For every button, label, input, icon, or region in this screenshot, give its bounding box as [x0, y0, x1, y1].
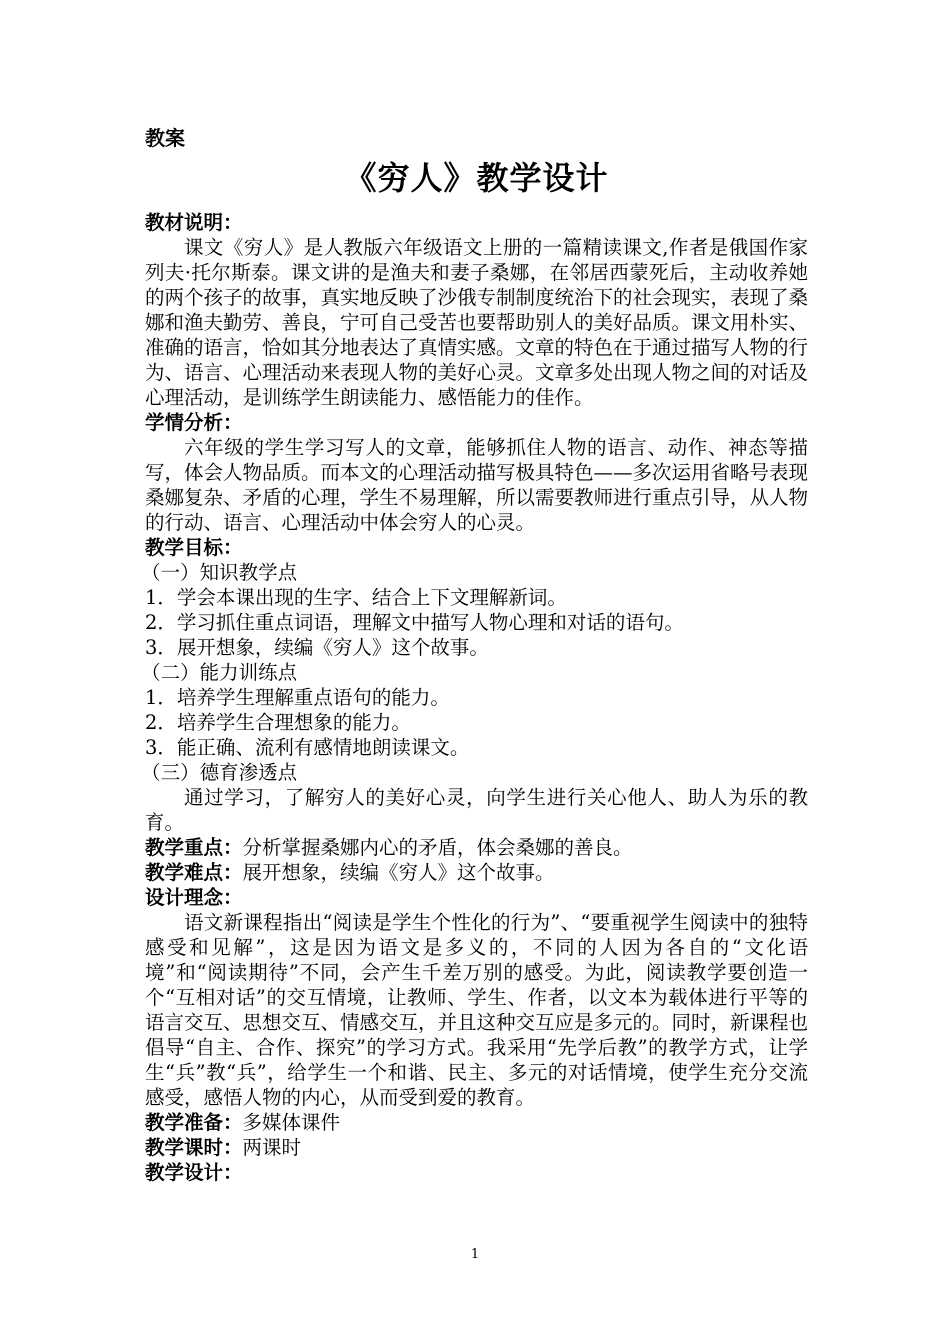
students-heading: 学情分析：	[145, 411, 243, 434]
knowledge-item: 2．学习抓住重点词语，理解文中描写人物心理和对话的语句。	[145, 611, 684, 634]
difficulty-heading: 教学难点：	[145, 861, 243, 884]
key-point-line	[145, 835, 808, 860]
ability-item: 2．培养学生合理想象的能力。	[145, 711, 411, 734]
material-paragraph: 课文《穷人》是人教版六年级语文上册的一篇精读课文,作者是俄国作家列夫·托尔斯泰。课文讲的是渔夫和妻子桑娜，在邻居西蒙死后，主动收养她的两个孩子的故事，真实地反映了沙俄专制制度统治下的社会现实，表现了桑娜和渔夫勤劳、善良，宁可自己受苦也要帮助别人的美好品质。课文用朴实、准确的语言，恰如其分地表达了真情实感。文章的特色在于通过描写人物的行为、语言、心理活动来表现人物的美好心灵。文章多处出现人物之间的对话及心理活动，是训练学生朗读能力、感悟能力的佳作。	[145, 236, 809, 409]
material-heading: 教材说明：	[145, 211, 243, 234]
design-heading: 教学设计：	[145, 1161, 243, 1184]
page-number: 1	[470, 1247, 480, 1262]
concept-heading: 设计理念：	[145, 886, 243, 909]
knowledge-item: 1．学会本课出现的生字、结合上下文理解新词。	[145, 586, 567, 609]
document-content	[141, 124, 809, 1185]
goals-heading: 教学目标：	[145, 536, 243, 559]
key-point-text: 分析掌握桑娜内心的矛盾，体会桑娜的善良。	[242, 836, 633, 859]
hours-text: 两课时	[242, 1136, 302, 1159]
moral-paragraph: 通过学习，了解穷人的美好心灵，向学生进行关心他人、助人为乐的教育。	[145, 786, 808, 834]
hours-heading: 教学课时：	[145, 1136, 243, 1159]
difficulty-text: 展开想象，续编《穷人》这个故事。	[242, 861, 555, 884]
preparation-heading: 教学准备：	[145, 1111, 243, 1134]
difficulty-line	[145, 860, 808, 885]
ability-item: 1．培养学生理解重点语句的能力。	[145, 686, 450, 709]
ability-item: 3．能正确、流利有感情地朗读课文。	[145, 736, 470, 759]
hours-line	[145, 1135, 808, 1160]
moral-subheading: （三）德育渗透点	[141, 761, 298, 784]
preparation-text: 多媒体课件	[242, 1111, 341, 1134]
preparation-line	[145, 1110, 808, 1135]
concept-paragraph: 语文新课程指出“阅读是学生个性化的行为”、“要重视学生阅读中的独特感受和见解”，这是因为语文是多义的，不同的人因为各自的“文化语境”和“阅读期待”不同，会产生千差万别的感受。为此，阅读教学要创造一个“互相对话”的交互情境，让教师、学生、作者，以文本为载体进行平等的语言交互、思想交互、情感交互，并且这种交互应是多元的。同时，新课程也倡导“自主、合作、探究”的学习方式。我采用“先学后教”的教学方式，让学生“兵”教“兵”，给学生一个和谐、民主、多元的对话情境，使学生充分交流感受，感悟人物的内心，从而受到爱的教育。	[145, 911, 809, 1109]
header-label: 教案	[145, 126, 185, 150]
document-title: 《穷人》教学设计	[344, 159, 609, 197]
key-point-heading: 教学重点：	[145, 836, 243, 859]
students-paragraph: 六年级的学生学习写人的文章，能够抓住人物的语言、动作、神态等描写，体会人物品质。而本文的心理活动描写极具特色——多次运用省略号表现桑娜复杂、矛盾的心理，学生不易理解，所以需要教师进行重点引导，从人物的行动、语言、心理活动中体会穷人的心灵。	[145, 436, 809, 534]
knowledge-item: 3．展开想象，续编《穷人》这个故事。	[145, 636, 489, 659]
knowledge-subheading: （一）知识教学点	[141, 561, 298, 584]
ability-subheading: （二）能力训练点	[141, 661, 298, 684]
